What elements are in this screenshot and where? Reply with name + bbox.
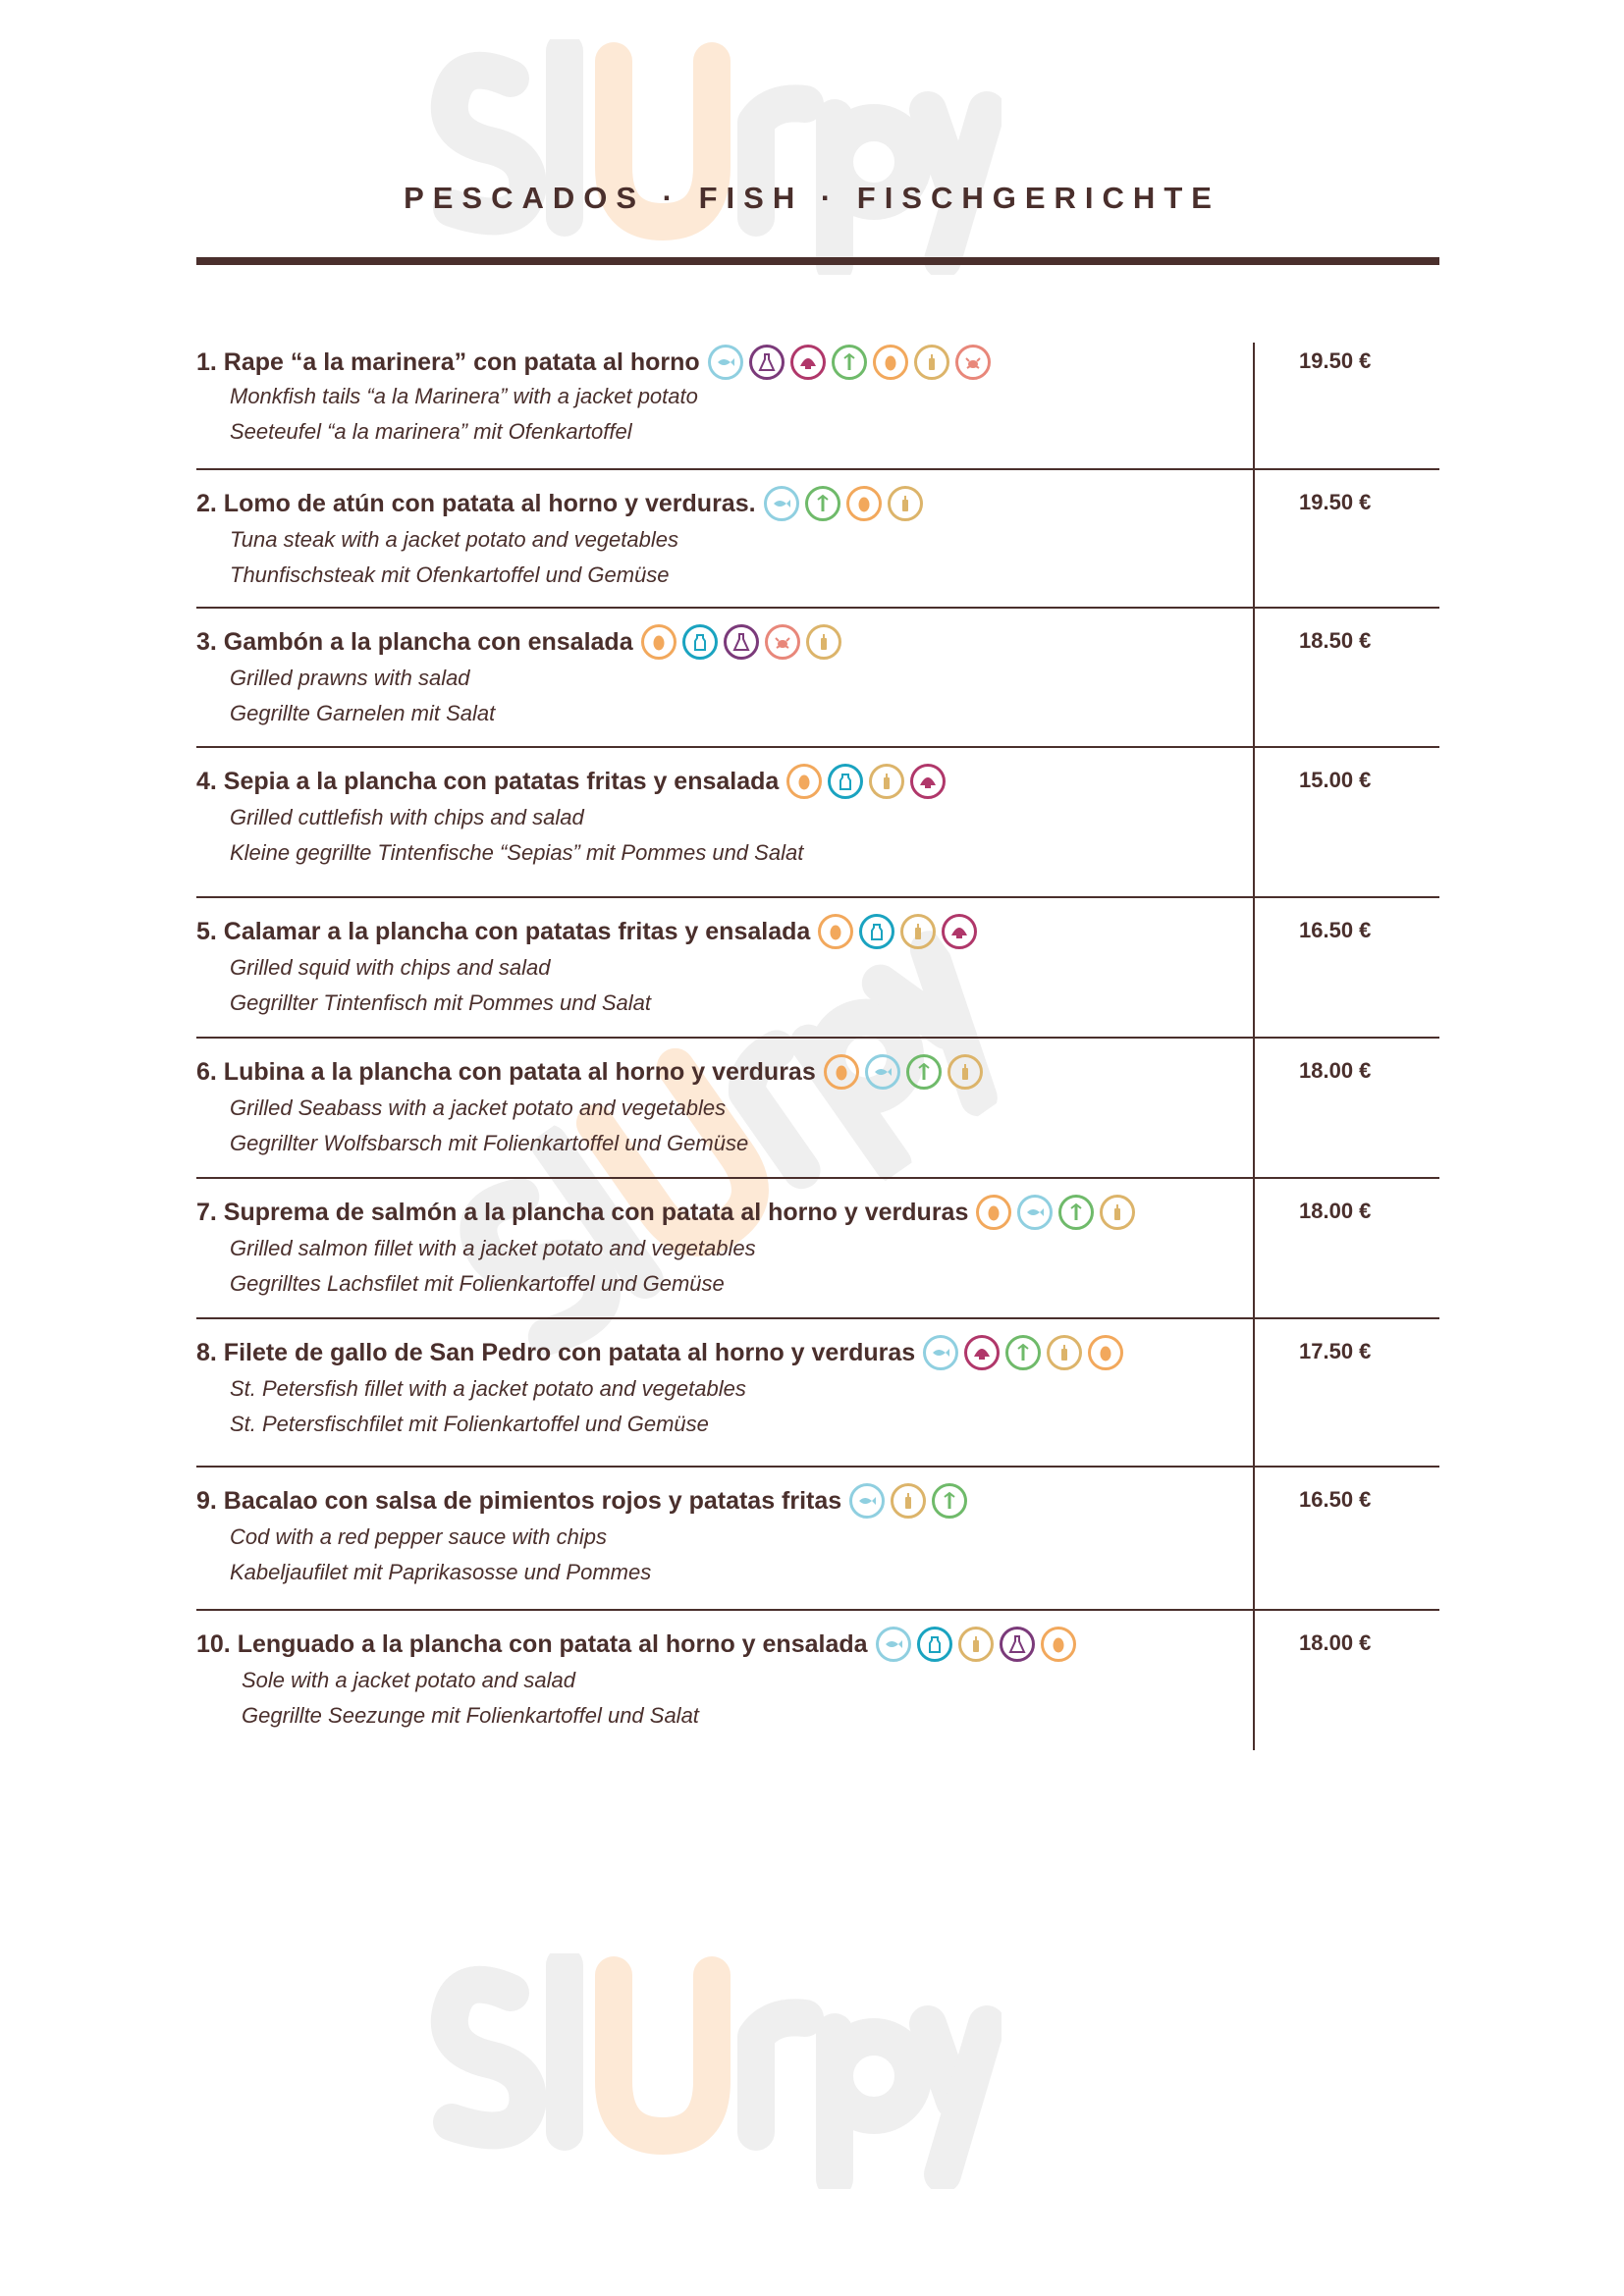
dish-price: 18.00 € [1299, 1630, 1372, 1655]
dish-title: 1. Rape “a la marinera” con patata al horno [196, 347, 700, 376]
dish-english: Tuna steak with a jacket potato and vegetables [230, 527, 678, 552]
fish-allergen-icon [865, 1054, 900, 1090]
menu-item [196, 1037, 1439, 1155]
dish-price: 18.50 € [1299, 628, 1372, 653]
dish-title: 8. Filete de gallo de San Pedro con patata al horno y verduras [196, 1338, 916, 1366]
dish-german: Seeteufel “a la marinera” mit Ofenkartoffel [230, 419, 632, 444]
menu-item [196, 1177, 1439, 1296]
egg-allergen-icon [1088, 1335, 1123, 1370]
dish-title: 5. Calamar a la plancha con patatas fritas y ensalada [196, 917, 811, 945]
allergen-icons [786, 764, 946, 799]
dish-german: Gegrillter Wolfsbarsch mit Folienkartoffel und Gemüse [230, 1131, 749, 1155]
dish-german: Gegrillter Tintenfisch mit Pommes und Salat [230, 990, 651, 1015]
sulphites-allergen-icon [724, 624, 759, 660]
menu-item [196, 746, 1439, 865]
page-title: PESCADOS · FISH · FISCHGERICHTE [404, 181, 1220, 215]
dish-english: St. Petersfish fillet with a jacket potato and vegetables [230, 1376, 746, 1401]
mustard-allergen-icon [806, 624, 841, 660]
milk-allergen-icon [859, 914, 894, 949]
mustard-allergen-icon [869, 764, 904, 799]
dish-german: Gegrilltes Lachsfilet mit Folienkartoffel und Gemüse [230, 1271, 725, 1296]
watermark-logo [412, 39, 1001, 275]
menu-item [196, 1466, 1439, 1584]
celery-allergen-icon [805, 486, 840, 521]
molluscs-allergen-icon [942, 914, 977, 949]
menu-item [196, 1317, 1439, 1436]
crustaceans-allergen-icon [765, 624, 800, 660]
egg-allergen-icon [1041, 1627, 1076, 1662]
egg-allergen-icon [818, 914, 853, 949]
dish-title: 4. Sepia a la plancha con patatas fritas y ensalada [196, 767, 780, 795]
dish-title: 2. Lomo de atún con patata al horno y verduras. [196, 489, 756, 517]
egg-allergen-icon [824, 1054, 859, 1090]
celery-allergen-icon [932, 1483, 967, 1519]
dish-title: 9. Bacalao con salsa de pimientos rojos y patatas fritas [196, 1486, 842, 1515]
milk-allergen-icon [828, 764, 863, 799]
dish-price: 16.50 € [1299, 1487, 1372, 1512]
egg-allergen-icon [641, 624, 677, 660]
dish-german: Thunfischsteak mit Ofenkartoffel und Gemüse [230, 562, 670, 587]
dish-title: 10. Lenguado a la plancha con patata al horno y ensalada [196, 1629, 868, 1658]
dish-price: 19.50 € [1299, 490, 1372, 514]
celery-allergen-icon [1005, 1335, 1041, 1370]
mustard-allergen-icon [958, 1627, 994, 1662]
mustard-allergen-icon [888, 486, 923, 521]
celery-allergen-icon [906, 1054, 942, 1090]
allergen-icons [824, 1054, 983, 1090]
dish-english: Grilled prawns with salad [230, 666, 470, 690]
menu-item [196, 468, 1439, 587]
dish-german: Kleine gegrillte Tintenfische “Sepias” mit Pommes und Salat [230, 840, 804, 865]
menu-item [196, 1609, 1439, 1728]
mustard-allergen-icon [891, 1483, 926, 1519]
dish-price: 18.00 € [1299, 1058, 1372, 1083]
dish-german: Kabeljaufilet mit Paprikasosse und Pommes [230, 1560, 652, 1584]
allergen-icons [976, 1195, 1135, 1230]
egg-allergen-icon [873, 345, 908, 380]
allergen-icons [764, 486, 923, 521]
sulphites-allergen-icon [749, 345, 785, 380]
mustard-allergen-icon [1100, 1195, 1135, 1230]
mustard-allergen-icon [900, 914, 936, 949]
dish-title: 3. Gambón a la plancha con ensalada [196, 627, 633, 656]
dish-german: Gegrillte Seezunge mit Folienkartoffel und Salat [242, 1703, 699, 1728]
fish-allergen-icon [849, 1483, 885, 1519]
header-divider [196, 257, 1439, 265]
molluscs-allergen-icon [964, 1335, 1000, 1370]
fish-allergen-icon [708, 345, 743, 380]
dish-english: Monkfish tails “a la Marinera” with a jacket potato [230, 384, 698, 408]
mustard-allergen-icon [914, 345, 949, 380]
dish-title: 6. Lubina a la plancha con patata al horno y verduras [196, 1057, 816, 1086]
price-column-divider [1253, 343, 1255, 1750]
egg-allergen-icon [786, 764, 822, 799]
dish-english: Sole with a jacket potato and salad [242, 1668, 576, 1692]
dish-price: 15.00 € [1299, 768, 1372, 792]
molluscs-allergen-icon [910, 764, 946, 799]
milk-allergen-icon [917, 1627, 952, 1662]
egg-allergen-icon [846, 486, 882, 521]
allergen-icons [876, 1627, 1076, 1662]
egg-allergen-icon [976, 1195, 1011, 1230]
dish-english: Grilled squid with chips and salad [230, 955, 551, 980]
milk-allergen-icon [682, 624, 718, 660]
dish-price: 17.50 € [1299, 1339, 1372, 1363]
dish-price: 19.50 € [1299, 348, 1372, 373]
mustard-allergen-icon [947, 1054, 983, 1090]
watermark-logo [412, 1953, 1001, 2189]
fish-allergen-icon [1017, 1195, 1053, 1230]
dish-price: 18.00 € [1299, 1199, 1372, 1223]
dish-english: Cod with a red pepper sauce with chips [230, 1524, 607, 1549]
menu-item [196, 607, 1439, 725]
allergen-icons [849, 1483, 967, 1519]
sulphites-allergen-icon [1000, 1627, 1035, 1662]
dish-german: Gegrillte Garnelen mit Salat [230, 701, 496, 725]
dish-english: Grilled Seabass with a jacket potato and vegetables [230, 1095, 727, 1120]
allergen-icons [641, 624, 841, 660]
allergen-icons [708, 345, 991, 380]
dish-price: 16.50 € [1299, 918, 1372, 942]
menu-item [196, 896, 1439, 1015]
fish-allergen-icon [876, 1627, 911, 1662]
dish-german: St. Petersfischfilet mit Folienkartoffel und Gemüse [230, 1412, 709, 1436]
mustard-allergen-icon [1047, 1335, 1082, 1370]
allergen-icons [818, 914, 977, 949]
allergen-icons [923, 1335, 1123, 1370]
celery-allergen-icon [1058, 1195, 1094, 1230]
dish-english: Grilled cuttlefish with chips and salad [230, 805, 584, 829]
celery-allergen-icon [832, 345, 867, 380]
fish-allergen-icon [923, 1335, 958, 1370]
crustaceans-allergen-icon [955, 345, 991, 380]
dish-english: Grilled salmon fillet with a jacket potato and vegetables [230, 1236, 756, 1260]
molluscs-allergen-icon [790, 345, 826, 380]
fish-allergen-icon [764, 486, 799, 521]
dish-title: 7. Suprema de salmón a la plancha con patata al horno y verduras [196, 1198, 969, 1226]
